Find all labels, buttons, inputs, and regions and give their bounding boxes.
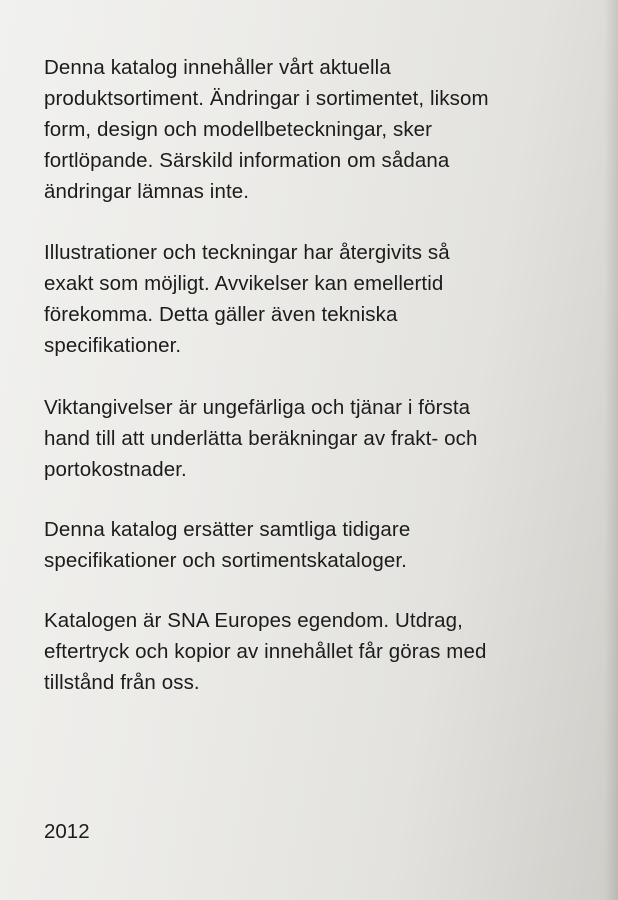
text-line: fortlöpande. Särskild information om sådana xyxy=(44,149,450,172)
text-line: hand till att underlätta beräkningar av frakt- och xyxy=(44,427,478,450)
text-line: eftertryck och kopior av innehållet får göras med xyxy=(44,640,487,663)
text-line: Katalogen är SNA Europes egendom. Utdrag, xyxy=(44,609,463,632)
text-line: Denna katalog innehåller vårt aktuella xyxy=(44,56,391,79)
text-line: form, design och modellbeteckningar, sker xyxy=(44,118,433,141)
text-line: Viktangivelser är ungefärliga och tjänar i första xyxy=(44,396,471,419)
notice-text-block xyxy=(44,52,604,698)
text-line: ändringar lämnas inte. xyxy=(44,180,250,203)
text-line: Illustrationer och teckningar har återgivits så xyxy=(44,241,450,264)
text-line: portokostnader. xyxy=(44,458,187,481)
paragraph-replaces xyxy=(44,514,604,576)
paragraph-illustrations xyxy=(44,237,604,361)
text-line: tillstånd från oss. xyxy=(44,671,200,694)
text-line: Denna katalog ersätter samtliga tidigare xyxy=(44,518,411,541)
paragraph-catalog-content xyxy=(44,52,604,207)
text-line: specifikationer och sortimentskataloger. xyxy=(44,549,407,572)
paragraph-weights xyxy=(44,392,604,485)
paragraph-ownership xyxy=(44,605,604,698)
text-line: specifikationer. xyxy=(44,334,182,357)
text-line: förekomma. Detta gäller även tekniska xyxy=(44,303,398,326)
publication-year: 2012 xyxy=(44,820,90,843)
text-line: produktsortiment. Ändringar i sortimentet, liksom xyxy=(44,87,489,110)
text-line: exakt som möjligt. Avvikelser kan emellertid xyxy=(44,272,444,295)
page-edge-shadow xyxy=(604,0,618,900)
